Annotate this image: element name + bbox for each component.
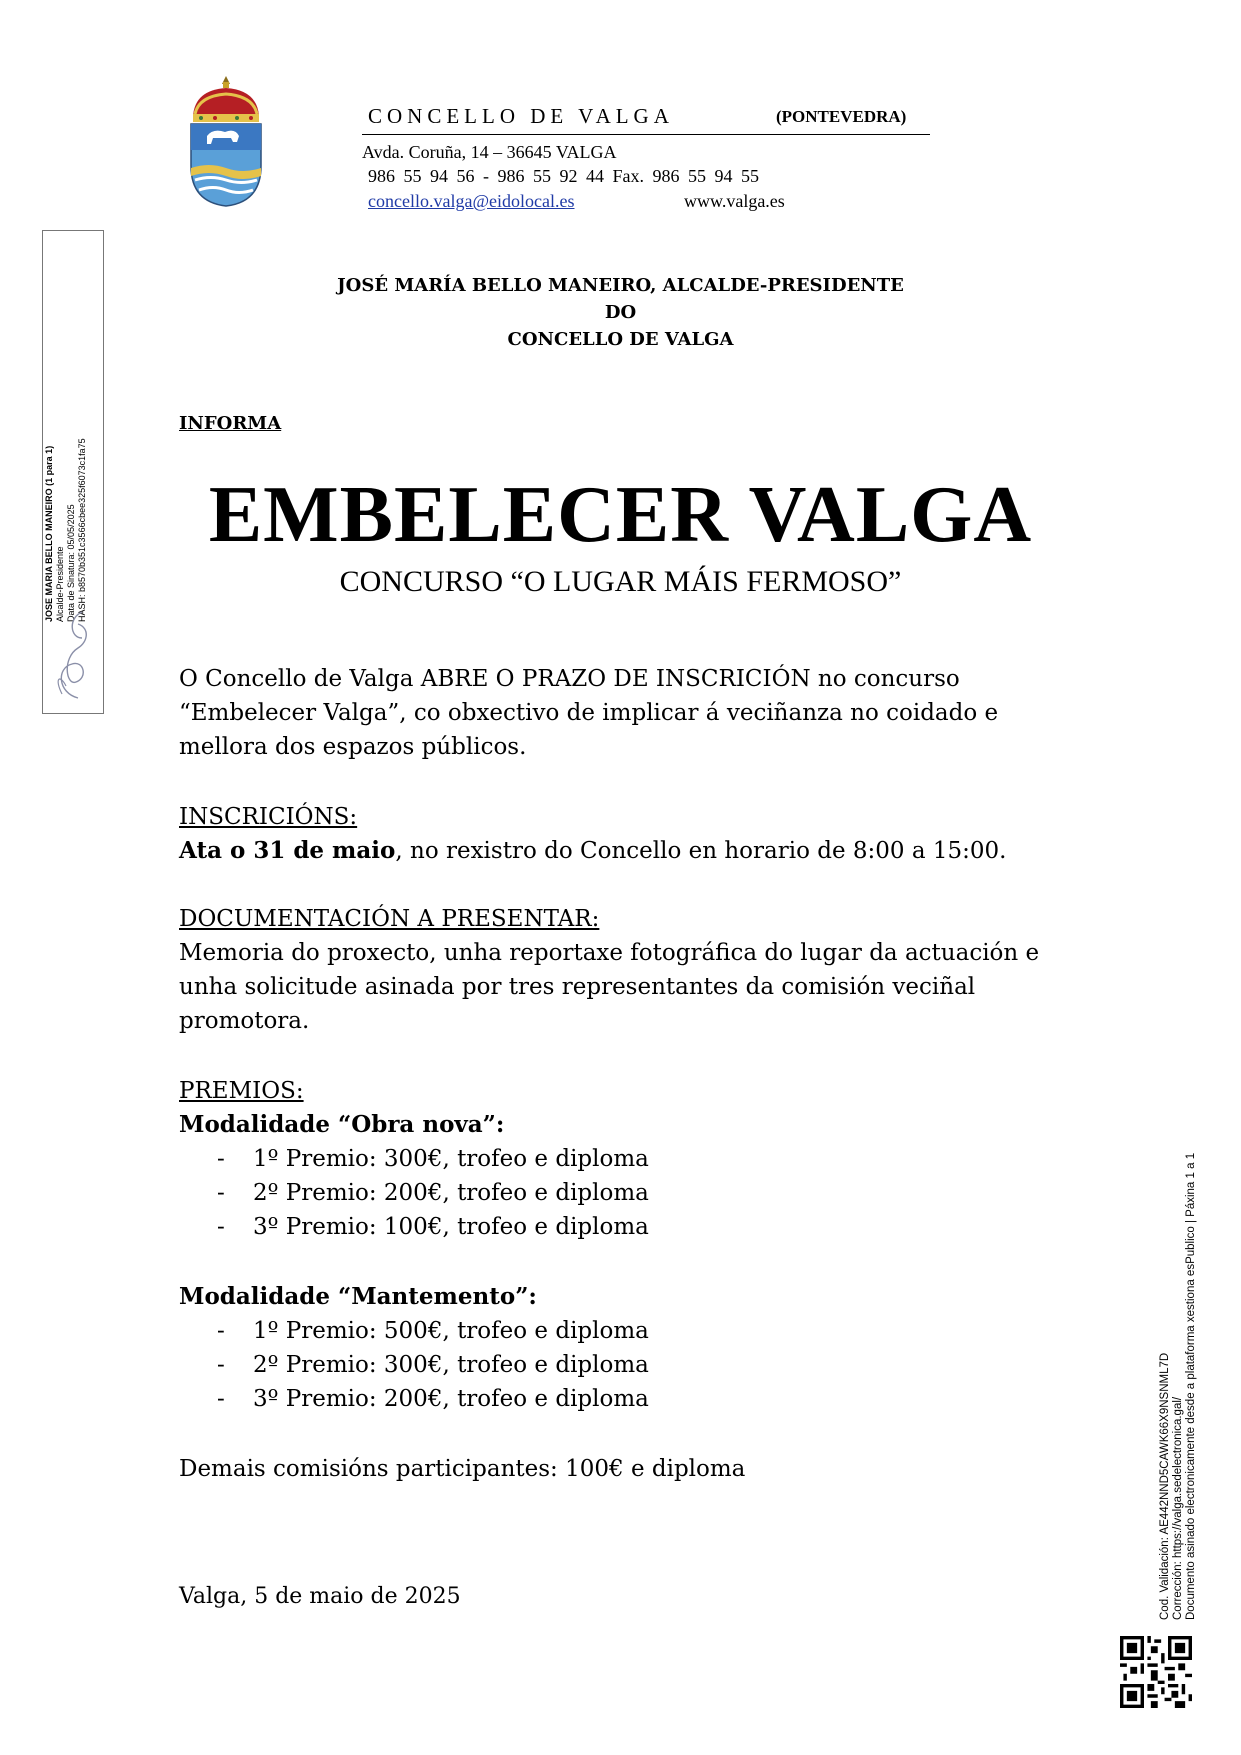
- validation-note: Documento asinado electronicamente desde a plataforma xestiona esPublico | Páxina 1 a 1: [1185, 1152, 1197, 1620]
- headline: EMBELECER VALGA: [208, 471, 1033, 559]
- prize-text: 3º Premio: 100€, trofeo e diploma: [253, 1214, 649, 1240]
- documentacion-heading: DOCUMENTACIÓN A PRESENTAR:: [179, 906, 600, 932]
- coat-of-arms-logo: [185, 76, 267, 208]
- validation-info: [1159, 1153, 1198, 1620]
- issuer-line-2: DO: [604, 302, 637, 323]
- issuer-line-3: CONCELLO DE VALGA: [507, 329, 734, 350]
- bullet-dash: -: [217, 1318, 225, 1344]
- header-address: Avda. Coruña, 14 – 36645 VALGA: [362, 142, 617, 162]
- documentacion-text: Memoria do proxecto, unha reportaxe fotográfica do lugar da actuación e unha solicitude asinada por tres representantes da comisión veciñal promotora.: [179, 940, 1040, 1034]
- informa-label: INFORMA: [179, 413, 282, 434]
- validation-url: Corrección: https://valga.sedelectronica.gal/: [1172, 1396, 1184, 1620]
- issuer-line-1: JOSÉ MARÍA BELLO MANEIRO, ALCALDE-PRESIDENTE: [337, 275, 904, 296]
- header-phones: 986 55 94 56 - 986 55 92 44 Fax. 986 55 94 55: [368, 166, 759, 186]
- prize-text: 1º Premio: 300€, trofeo e diploma: [253, 1146, 649, 1172]
- signature-date: Data de Sinatura: 05/05/2025: [66, 504, 76, 622]
- bullet-dash: -: [217, 1386, 225, 1412]
- inscricions-details: , no rexistro do Concello en horario de 8:00 a 15:00.: [395, 838, 1007, 864]
- bullet-dash: -: [217, 1352, 225, 1378]
- mantemento-title: Modalidade “Mantemento”:: [179, 1283, 537, 1310]
- bullet-dash: -: [217, 1180, 225, 1206]
- prize-text: 2º Premio: 300€, trofeo e diploma: [253, 1352, 649, 1378]
- inscricions-heading: INSCRICIÓNS:: [179, 804, 358, 830]
- bullet-dash: -: [217, 1146, 225, 1172]
- header-website: www.valga.es: [684, 191, 785, 211]
- header-province: (PONTEVEDRA): [776, 107, 907, 126]
- validation-code: Cod. Validación: AE442NND5CAWK66X9NSNML7D: [1159, 1352, 1171, 1620]
- intro-paragraph: O Concello de Valga ABRE O PRAZO DE INSCRICIÓN no concurso “Embelecer Valga”, co obxectivo de implicar á veciñanza no coidado e mellora dos espazos públicos.: [179, 666, 999, 760]
- signature-name: JOSE MARIA BELLO MANEIRO (1 para 1): [44, 445, 54, 622]
- premios-heading: PREMIOS:: [179, 1078, 304, 1104]
- qr-code-icon[interactable]: [1120, 1636, 1192, 1708]
- bullet-dash: -: [217, 1214, 225, 1240]
- header-divider: [362, 134, 930, 135]
- inscricions-deadline: Ata o 31 de maio: [179, 837, 396, 864]
- signature-hash: HASH: b8570b351c3566cbee325f6073c1fa75: [77, 438, 87, 622]
- prize-text: 2º Premio: 200€, trofeo e diploma: [253, 1180, 649, 1206]
- document-date: Valga, 5 de maio de 2025: [179, 1584, 461, 1609]
- subheadline: CONCURSO “O LUGAR MÁIS FERMOSO”: [339, 565, 902, 598]
- header-email-link[interactable]: concello.valga@eidolocal.es: [368, 191, 575, 211]
- obra-nova-title: Modalidade “Obra nova”:: [179, 1111, 505, 1138]
- prize-text: 1º Premio: 500€, trofeo e diploma: [253, 1318, 649, 1344]
- prize-text: 3º Premio: 200€, trofeo e diploma: [253, 1386, 649, 1412]
- inscricions-text: [179, 834, 1079, 868]
- header-title: CONCELLO DE VALGA: [368, 104, 674, 128]
- handwritten-signature: [48, 598, 96, 708]
- demais-text: Demais comisións participantes: 100€ e diploma: [179, 1456, 746, 1482]
- signature-role: Alcalde-Presidente: [55, 546, 65, 622]
